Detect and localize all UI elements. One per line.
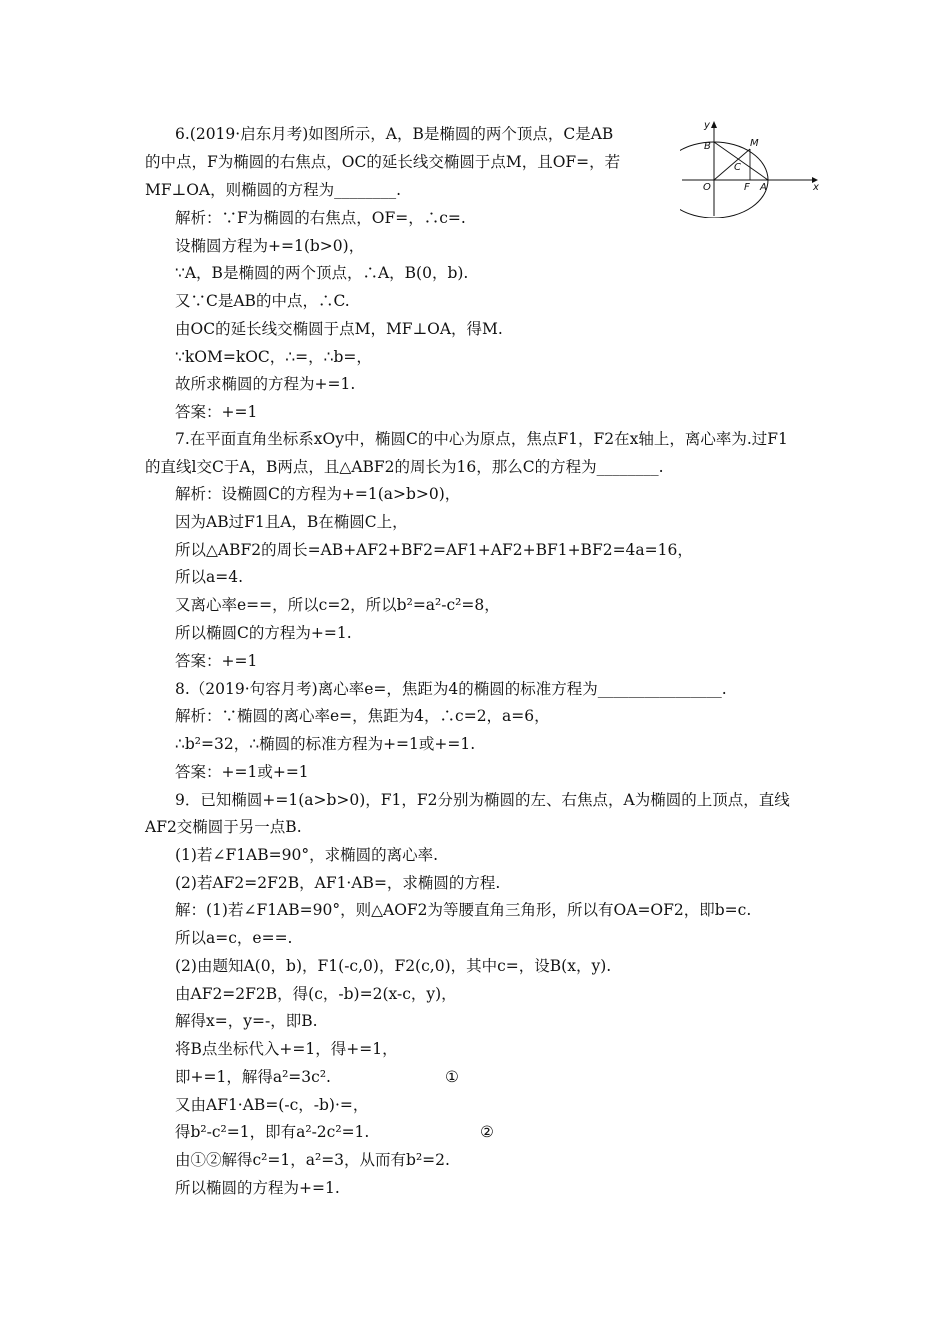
- text-line: 又∵C是AB的中点，∴C.: [175, 292, 350, 310]
- text-line: 解得x=，y=-，即B.: [175, 1012, 318, 1030]
- text-line: 所以a=c，e==.: [175, 929, 293, 947]
- y-axis-arrow: [711, 121, 717, 128]
- label-a: A: [760, 182, 767, 193]
- text-line: 9．已知椭圆+=1(a>b>0)，F1，F2分别为椭圆的左、右焦点，A为椭圆的上顶点，直线: [175, 791, 790, 809]
- label-f: F: [744, 182, 750, 193]
- equation-marker-2: ②: [480, 1123, 494, 1141]
- text-line: 所以a=4.: [175, 568, 244, 586]
- text-line: 所以椭圆C的方程为+=1.: [175, 624, 352, 642]
- ellipse-diagram: [680, 118, 820, 218]
- text-line: 6.(2019·启东月考)如图所示，A，B是椭圆的两个顶点，C是AB: [175, 125, 614, 143]
- text-line: 所以△ABF2的周长=AB+AF2+BF2=AF1+AF2+BF1+BF2=4a=16，: [175, 541, 693, 559]
- text-line: 又由AF1·AB=(-c，-b)·=，: [175, 1096, 369, 1114]
- text-line: 因为AB过F1且A，B在椭圆C上，: [175, 513, 408, 531]
- text-line: 解：(1)若∠F1AB=90°，则△AOF2为等腰直角三角形，所以有OA=OF2，即b=c.: [175, 901, 752, 919]
- label-b: B: [704, 141, 711, 152]
- answer-line: 答案：+=1: [175, 403, 258, 421]
- text-line: 8.（2019·句容月考)离心率e=，焦距为4的椭圆的标准方程为________________.: [175, 680, 727, 698]
- text-line: 的中点，F为椭圆的右焦点，OC的延长线交椭圆于点M，且OF=，若: [145, 153, 621, 171]
- text-line: 解析：∵F为椭圆的右焦点，OF=，∴c=.: [175, 209, 466, 227]
- text-line: 故所求椭圆的方程为+=1.: [175, 375, 356, 393]
- text-line: ∵kOM=kOC，∴=，∴b=，: [175, 348, 372, 366]
- equation-marker-1: ①: [445, 1068, 459, 1086]
- text-line: 7.在平面直角坐标系xOy中，椭圆C的中心为原点，焦点F1，F2在x轴上，离心率为.过F1: [175, 430, 788, 448]
- answer-line: 答案：+=1: [175, 652, 258, 670]
- text-line: 由AF2=2F2B，得(c，-b)=2(x-c，y)，: [175, 985, 457, 1003]
- label-x: x: [813, 182, 819, 193]
- text-line: 由OC的延长线交椭圆于点M，MF⊥OA，得M.: [175, 320, 503, 338]
- text-line: 即+=1，解得a²=3c².: [175, 1068, 331, 1086]
- text-line: ∴b²=32，∴椭圆的标准方程为+=1或+=1.: [175, 735, 476, 753]
- label-o: O: [703, 182, 711, 193]
- segment-om: [714, 149, 750, 180]
- answer-line: 答案：+=1或+=1: [175, 763, 309, 781]
- text-line: 设椭圆方程为+=1(b>0)，: [175, 237, 365, 255]
- text-line: 由①②解得c²=1，a²=3，从而有b²=2.: [175, 1151, 450, 1169]
- text-line: MF⊥OA，则椭圆的方程为________.: [145, 181, 402, 199]
- text-line: 解析：设椭圆C的方程为+=1(a>b>0)，: [175, 485, 461, 503]
- text-line: ∵A，B是椭圆的两个顶点，∴A，B(0，b).: [175, 264, 469, 282]
- text-line: 解析：∵椭圆的离心率e=，焦距为4，∴c=2，a=6，: [175, 707, 550, 725]
- text-line: 所以椭圆的方程为+=1.: [175, 1179, 340, 1197]
- text-line: (1)若∠F1AB=90°，求椭圆的离心率.: [175, 846, 439, 864]
- text-line: AF2交椭圆于另一点B.: [145, 818, 302, 836]
- text-line: 的直线l交C于A，B两点，且△ABF2的周长为16，那么C的方程为________.: [145, 458, 664, 476]
- label-y: y: [704, 120, 710, 131]
- ellipse-figure: [680, 118, 820, 218]
- text-line: 将B点坐标代入+=1，得+=1，: [175, 1040, 398, 1058]
- label-c: C: [734, 162, 741, 173]
- text-line: (2)由题知A(0，b)，F1(-c,0)，F2(c,0)，其中c=，设B(x，y).: [175, 957, 612, 975]
- text-line: 又离心率e==，所以c=2，所以b²=a²-c²=8，: [175, 596, 500, 614]
- label-m: M: [750, 138, 759, 149]
- text-line: (2)若AF2=2F2B，AF1·AB=，求椭圆的方程.: [175, 874, 501, 892]
- segment-ba: [714, 142, 768, 180]
- text-line: 得b²-c²=1，即有a²-2c²=1.: [175, 1123, 370, 1141]
